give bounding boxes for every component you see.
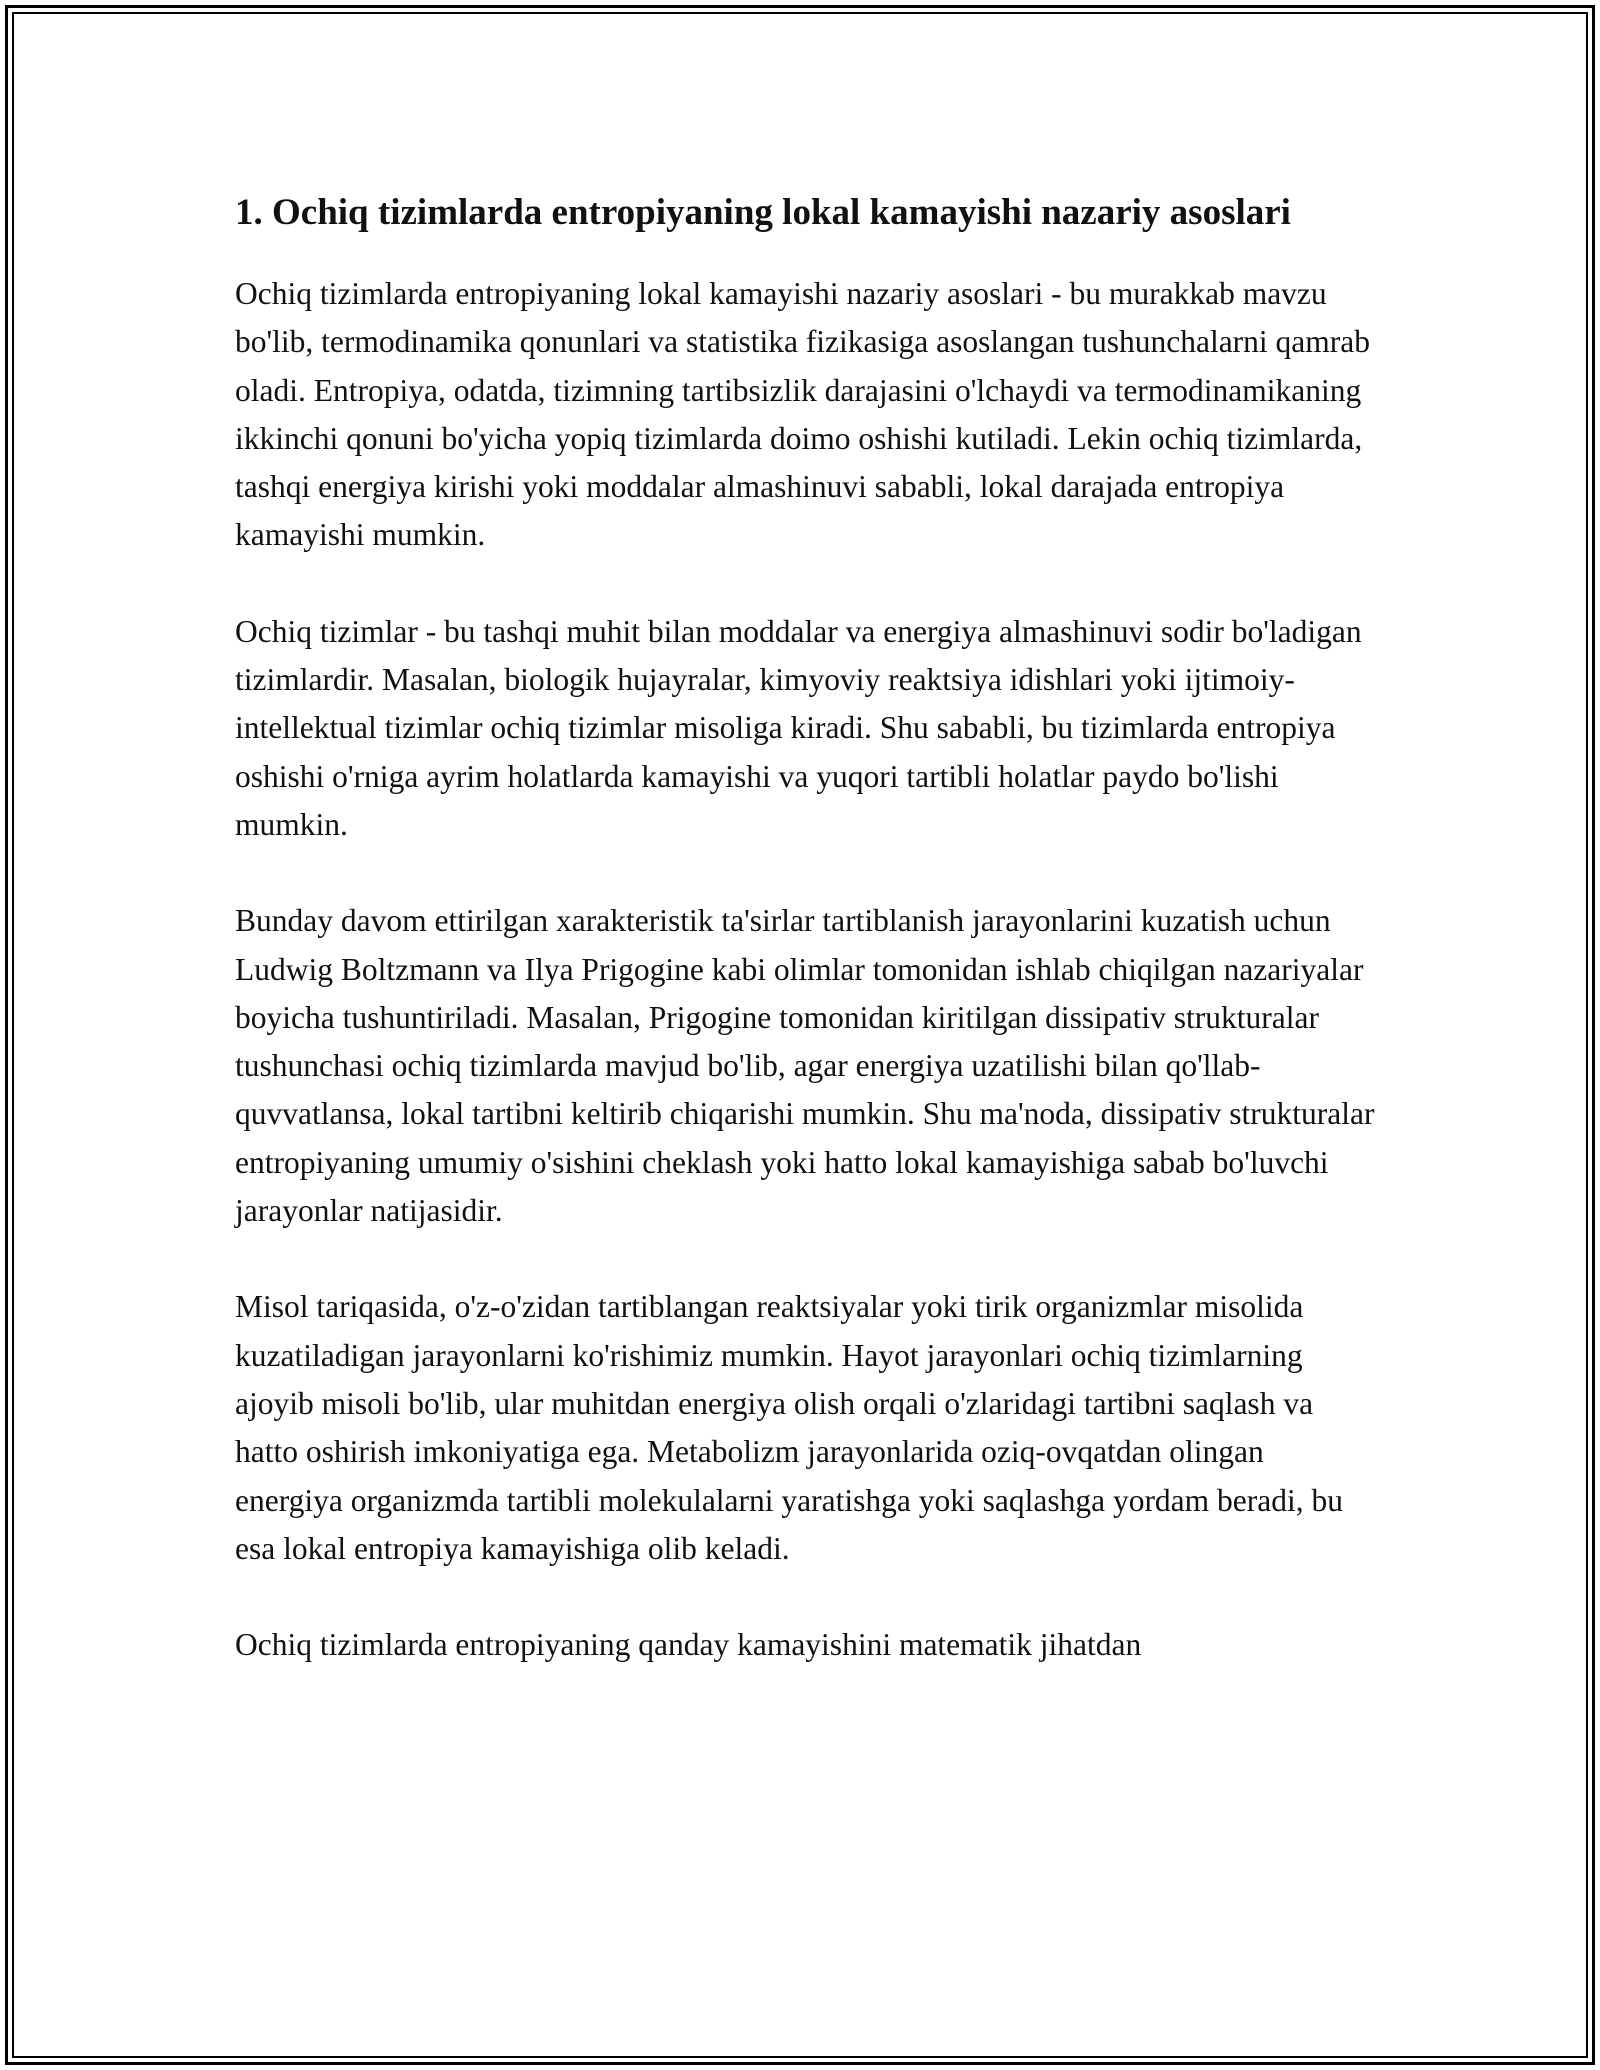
section-heading: 1. Ochiq tizimlarda entropiyaning lokal kamayishi nazariy asoslari — [235, 192, 1291, 233]
document-body — [235, 186, 1375, 1717]
paragraph: Ochiq tizimlarda entropiyaning qanday kamayishini matematik jihatdan — [235, 1627, 1142, 1663]
paragraph: Bunday davom ettirilgan xarakteristik ta'sirlar tartiblanish jarayonlarini kuzatish uchun Ludwig Boltzmann va Ilya Prigogine kabi olimlar tomonidan ishlab chiqilgan nazariyalar boyicha tushuntiriladi. Masalan, Prigogine tomonidan kiritilgan dissipativ strukturalar tushunchasi ochiq tizimlarda mavjud bo'lib, agar energiya uzatilishi bilan qo'llab-quvvatlansa, lokal tartibni keltirib chiqarishi mumkin. Shu ma'noda, dissipativ strukturalar entropiyaning umumiy o'sishini cheklash yoki hatto lokal kamayishiga sabab bo'luvchi jarayonlar natijasidir. — [235, 903, 1375, 1229]
paragraph: Ochiq tizimlarda entropiyaning lokal kamayishi nazariy asoslari - bu murakkab mavzu bo'lib, termodinamika qonunlari va statistika fizikasiga asoslangan tushunchalarni qamrab oladi. Entropiya, odatda, tizimning tartibsizlik darajasini o'lchaydi va termodinamikaning ikkinchi qonuni bo'yicha yopiq tizimlarda doimo oshishi kutiladi. Lekin ochiq tizimlarda, tashqi energiya kirishi yoki moddalar almashinuvi sababli, lokal darajada entropiya kamayishi mumkin. — [235, 276, 1370, 553]
paragraph: Misol tariqasida, o'z-o'zidan tartiblangan reaktsiyalar yoki tirik organizmlar misolida kuzatiladigan jarayonlarni ko'rishimiz mumkin. Hayot jarayonlari ochiq tizimlarning ajoyib misoli bo'lib, ular muhitdan energiya olish orqali o'zlaridagi tartibni saqlash va hatto oshirish imkoniyatiga ega. Metabolizm jarayonlarida oziq-ovqatdan olingan energiya organizmda tartibli molekulalarni yaratishga yoki saqlashga yordam beradi, bu esa lokal entropiya kamayishiga olib keladi. — [235, 1289, 1343, 1566]
paragraph: Ochiq tizimlar - bu tashqi muhit bilan moddalar va energiya almashinuvi sodir bo'ladigan tizimlardir. Masalan, biologik hujayralar, kimyoviy reaktsiya idishlari yoki ijtimoiy-intellektual tizimlar ochiq tizimlar misoliga kiradi. Shu sababli, bu tizimlarda entropiya oshishi o'rniga ayrim holatlarda kamayishi va yuqori tartibli holatlar paydo bo'lishi mumkin. — [235, 613, 1362, 842]
